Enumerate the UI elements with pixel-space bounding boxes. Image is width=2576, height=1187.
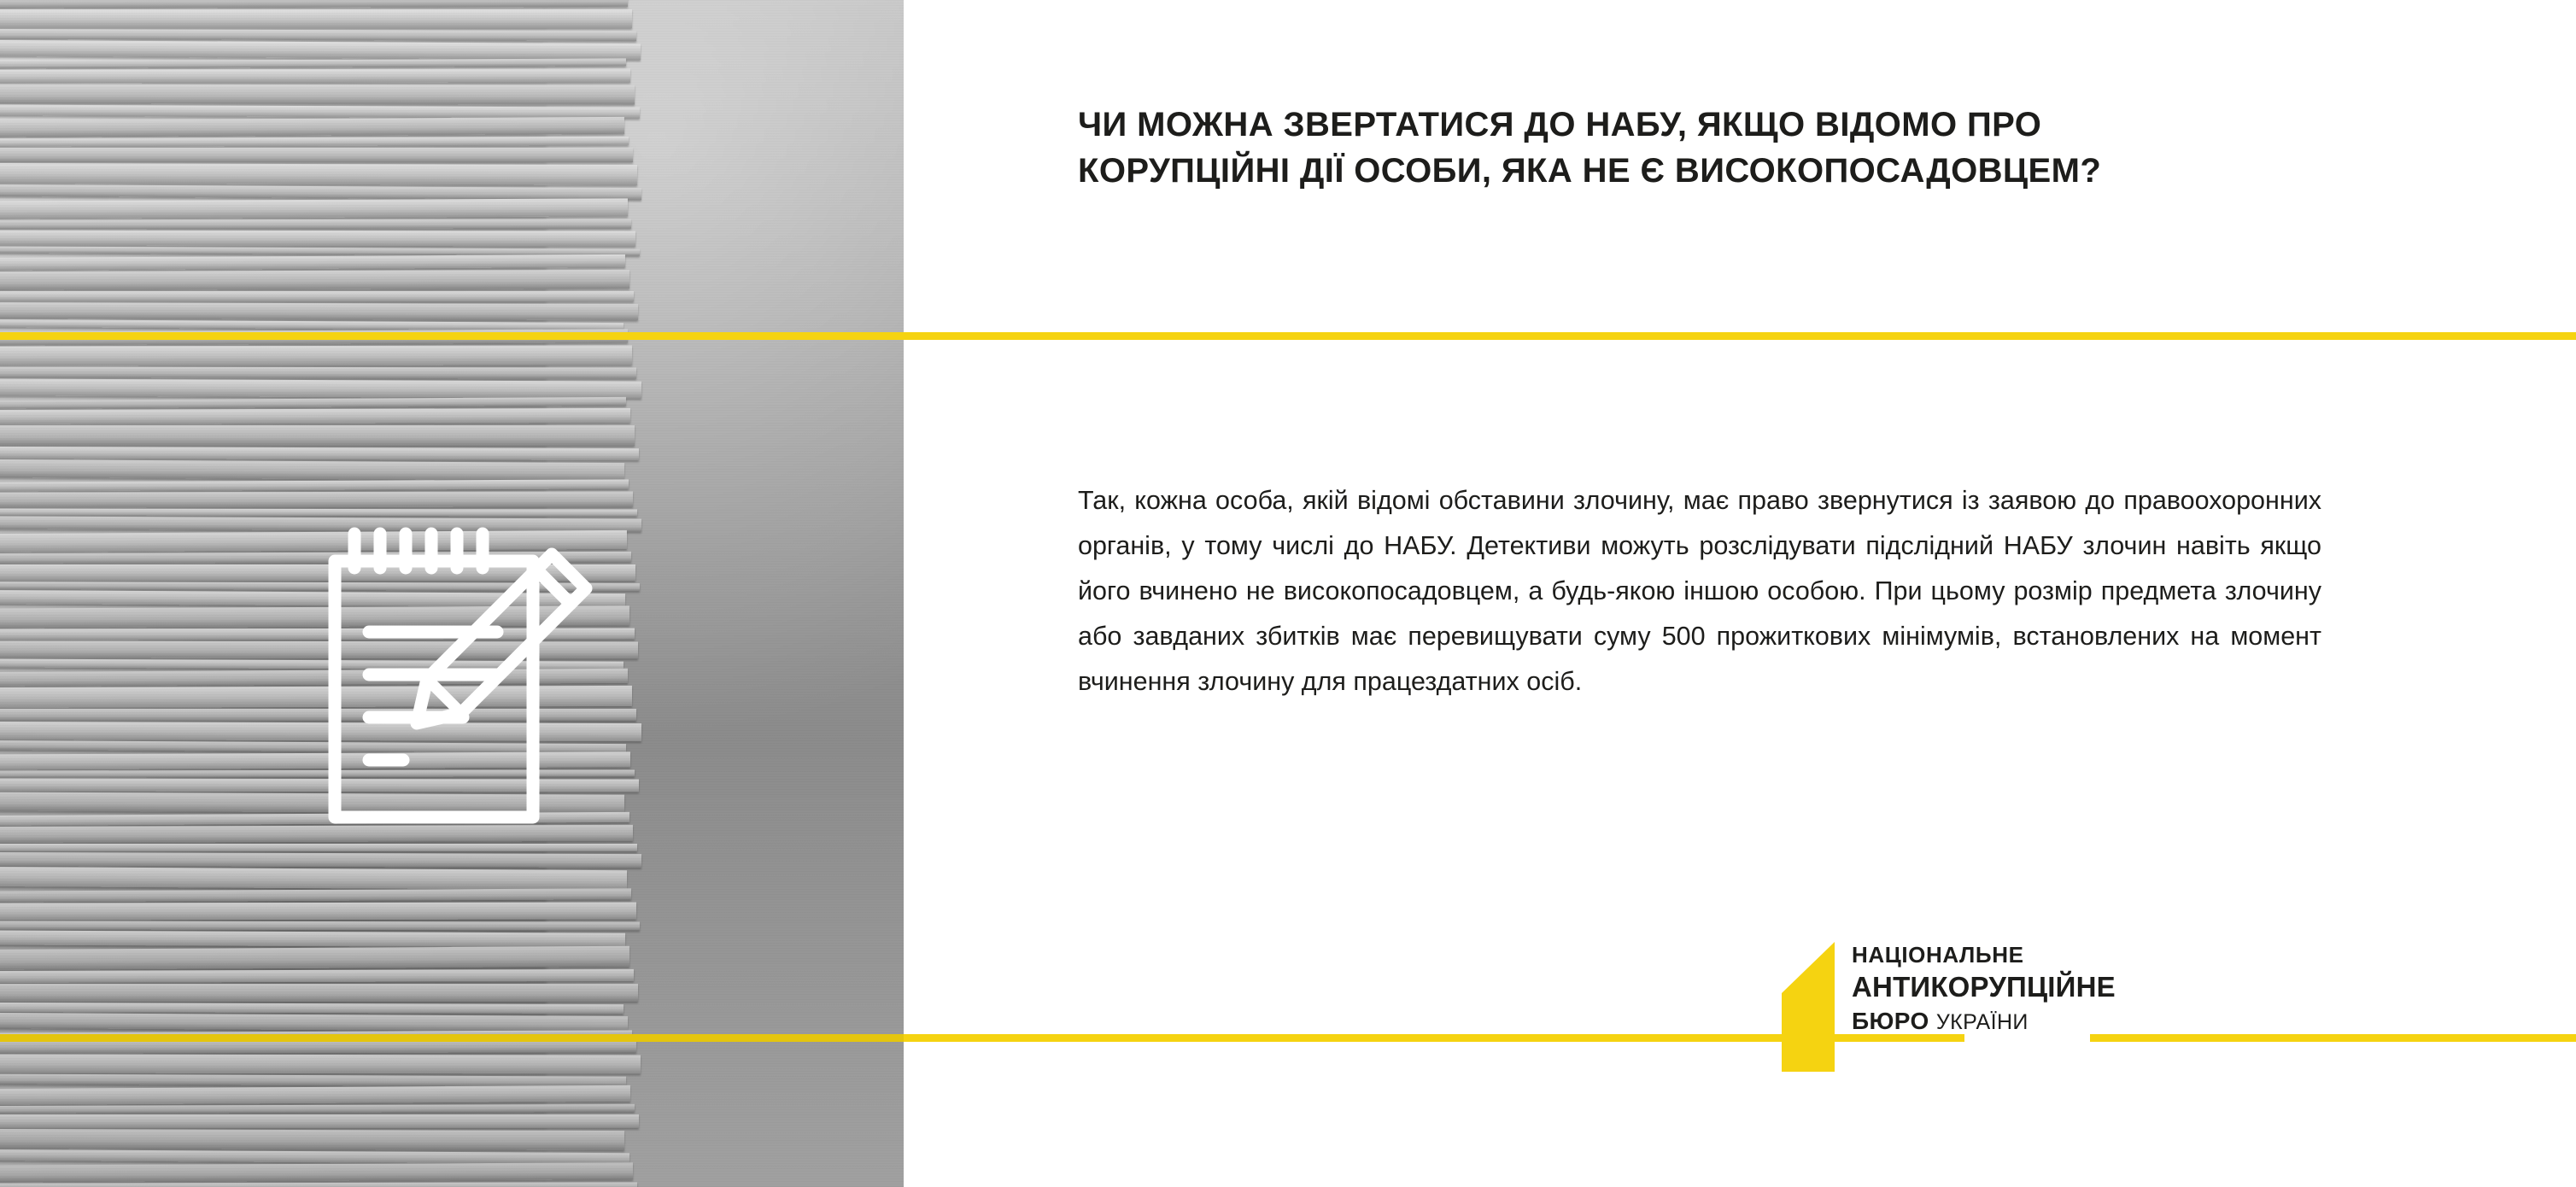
- body-paragraph: Так, кожна особа, якій відомі обставини злочину, має право звернутися із заявою до правоохоронних органів, у тому числі до НАБУ. Детективи можуть розслідувати підслідний НАБУ злочин навіть якщо його вчинено не високопосадовцем, а будь-якою іншою особою. При цьому розмір предмета злочину або завданих збитків має перевищувати суму 500 прожиткових мінімумів, встановлених на момент вчинення злочину для працездатних осіб.: [1078, 486, 2321, 696]
- logo-wordmark: [1852, 940, 2116, 1038]
- page-title-line-1: ЧИ МОЖНА ЗВЕРТАТИСЯ ДО НАБУ, ЯКЩО ВІДОМО ПРО: [1078, 105, 2042, 143]
- logo-line-3-light: УКРАЇНИ: [1935, 1010, 2029, 1034]
- nabu-logo: [1782, 935, 2116, 1097]
- notepad-with-pencil-icon: [307, 517, 649, 858]
- page-title: [1078, 102, 2248, 194]
- body-text: [1078, 478, 2321, 705]
- logo-line-3: [1852, 1005, 2082, 1038]
- divider-bottom-over-photo: [0, 1034, 904, 1042]
- logo-line-2: АНТИКОРУПЦІЙНЕ: [1852, 971, 2116, 1003]
- content-column: [1078, 0, 2359, 1187]
- page-title-line-2: КОРУПЦІЙНІ ДІЇ ОСОБИ, ЯКА НЕ Є ВИСОКОПОСАДОВЦЕМ?: [1078, 151, 2102, 190]
- logo-line-3-bold: БЮРО: [1852, 1008, 1929, 1034]
- photo-panel: [0, 0, 904, 1187]
- logo-mark-icon: [1782, 942, 1835, 1072]
- logo-line-1: НАЦІОНАЛЬНЕ: [1852, 942, 2024, 968]
